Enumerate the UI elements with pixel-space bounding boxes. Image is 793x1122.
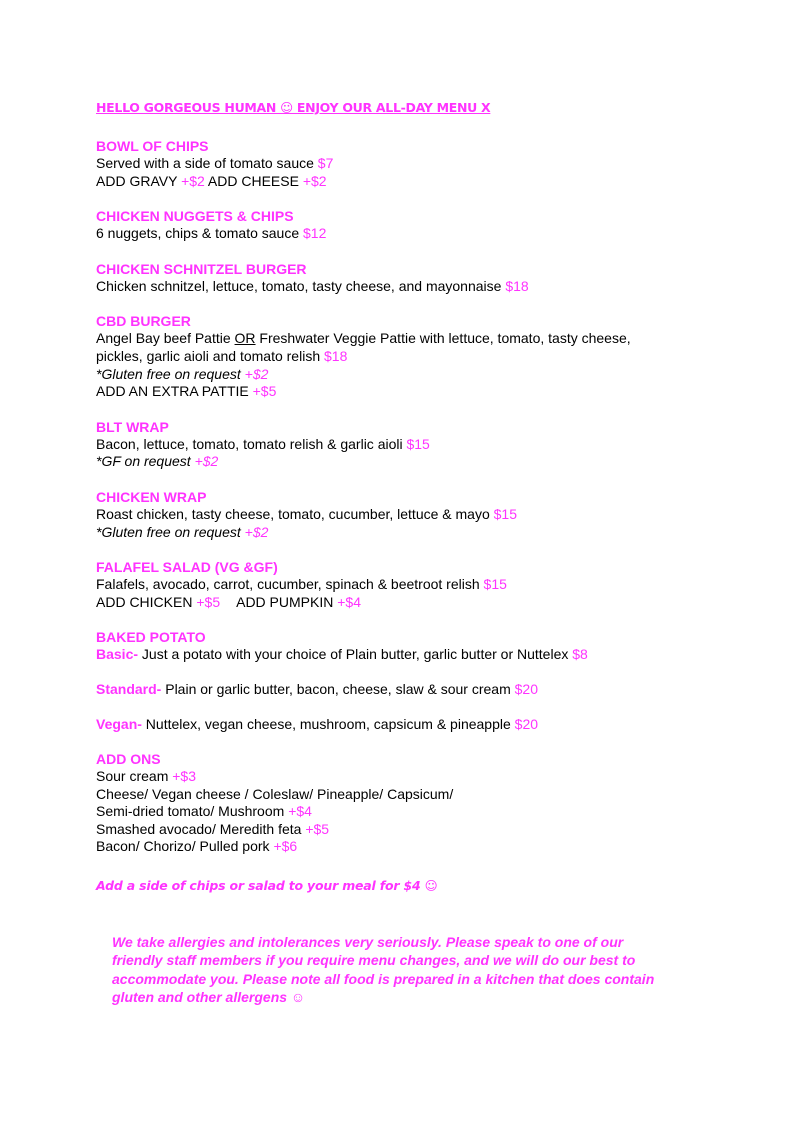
allergy-notice (112, 933, 702, 1007)
potato-standard-label: Standard- (96, 680, 162, 697)
chicken-wrap-gf-line (96, 524, 716, 542)
cbd-burger-desc-line2 (96, 348, 716, 366)
add-chicken-text: ADD CHICKEN (96, 593, 197, 610)
falafel-desc (96, 576, 716, 594)
addon-text-3: Semi-dried tomato/ Mushroom (96, 803, 289, 820)
addon-text-1: Sour cream (96, 768, 173, 785)
cbd-gf-price: +$2 (244, 365, 269, 382)
allergy-line-3: accommodate you. Please note all food is prepared in a kitchen that does contain (112, 970, 655, 987)
potato-vegan (96, 716, 716, 734)
addon-text-2: Cheese/ Vegan cheese / Coleslaw/ Pineapple/ Capsicum/ (96, 785, 454, 802)
cbd-burger-section (96, 312, 716, 400)
bowl-of-chips-text: Served with a side of tomato sauce (96, 155, 318, 171)
addon-line-2 (96, 786, 716, 804)
add-ons-title: ADD ONS (96, 751, 161, 768)
blt-gf-line (96, 453, 716, 471)
allergy-line-2: friendly staff members if you require menu changes, and we will do our best to (112, 952, 636, 969)
allergy-line-1: We take allergies and intolerances very seriously. Please speak to one of our (112, 934, 624, 950)
blt-gf-price: +$2 (194, 453, 219, 470)
potato-vegan-label: Vegan- (96, 715, 142, 732)
add-cheese-text: ADD CHEESE (204, 172, 303, 189)
nuggets-title: CHICKEN NUGGETS & CHIPS (96, 208, 294, 225)
add-pumpkin-price: +$4 (337, 593, 361, 610)
schnitzel-section (96, 260, 716, 296)
cbd-gf-line (96, 366, 716, 384)
potato-basic-price: $8 (572, 646, 588, 663)
potato-basic (96, 646, 716, 664)
cbd-burger-title: CBD BURGER (96, 313, 191, 330)
chicken-wrap-desc (96, 506, 716, 524)
addon-price-3: +$4 (288, 803, 312, 820)
schnitzel-text: Chicken schnitzel, lettuce, tomato, tasty cheese, and mayonnaise (96, 277, 506, 294)
addon-price-1: +$3 (172, 768, 196, 785)
chicken-wrap-text: Roast chicken, tasty cheese, tomato, cucumber, lettuce & mayo (96, 505, 494, 522)
cbd-extra-text: ADD AN EXTRA PATTIE (96, 383, 253, 400)
menu-content (96, 96, 716, 893)
baked-potato-section (96, 628, 716, 733)
add-gravy-text: ADD GRAVY (96, 172, 182, 189)
bowl-of-chips-extras (96, 173, 716, 191)
potato-standard-desc: Plain or garlic butter, bacon, cheese, slaw & sour cream (161, 680, 515, 697)
addon-line-5 (96, 838, 716, 856)
addon-line-4 (96, 821, 716, 839)
schnitzel-title: CHICKEN SCHNITZEL BURGER (96, 260, 307, 277)
falafel-title: FALAFEL SALAD (VG &GF) (96, 559, 278, 576)
add-pumpkin-text: ADD PUMPKIN (236, 593, 338, 610)
blt-wrap-section (96, 418, 716, 471)
addon-line-1 (96, 768, 716, 786)
chicken-wrap-section (96, 488, 716, 541)
add-cheese-price: +$2 (302, 172, 327, 189)
potato-vegan-desc: Nuttelex, vegan cheese, mushroom, capsicum & pineapple (141, 715, 515, 732)
cbd-desc-b: Freshwater Veggie Pattie with lettuce, tomato, tasty cheese, (255, 330, 631, 347)
potato-standard (96, 681, 716, 699)
addon-text-5: Bacon/ Chorizo/ Pulled pork (96, 838, 274, 855)
cbd-desc2: pickles, garlic aioli and tomato relish (96, 347, 324, 364)
cbd-desc-or: OR (234, 330, 256, 347)
falafel-extras (96, 594, 716, 612)
bowl-of-chips-desc (96, 155, 716, 173)
addon-price-4: +$5 (305, 820, 330, 837)
nuggets-price: $12 (303, 225, 327, 242)
falafel-section (96, 558, 716, 611)
addon-text-4: Smashed avocado/ Meredith feta (96, 820, 306, 837)
blt-price: $15 (406, 435, 430, 452)
cbd-price: $18 (324, 347, 348, 364)
nuggets-desc (96, 225, 716, 243)
addon-line-3 (96, 803, 716, 821)
menu-header: HELLO GORGEOUS HUMAN ☺ ENJOY OUR ALL-DAY MENU X (96, 100, 491, 115)
potato-vegan-price: $20 (514, 715, 539, 732)
bowl-of-chips-price: $7 (317, 155, 334, 171)
add-ons-section (96, 750, 716, 856)
falafel-price: $15 (483, 576, 507, 593)
blt-gf-text: *GF on request (96, 453, 195, 470)
falafel-text: Falafels, avocado, carrot, cucumber, spinach & beetroot relish (96, 576, 484, 593)
potato-basic-desc: Just a potato with your choice of Plain butter, garlic butter or Nuttelex (138, 646, 573, 663)
schnitzel-desc (96, 278, 716, 296)
cbd-burger-desc-line1 (96, 330, 716, 348)
potato-standard-price: $20 (514, 680, 538, 697)
chicken-wrap-title: CHICKEN WRAP (96, 488, 207, 505)
blt-wrap-title: BLT WRAP (96, 418, 169, 435)
side-note: Add a side of chips or salad to your meal for $4 ☺ (96, 878, 438, 894)
baked-potato-title: BAKED POTATO (96, 629, 206, 646)
blt-text: Bacon, lettuce, tomato, tomato relish & garlic aioli (96, 435, 407, 452)
cbd-gf-text: *Gluten free on request (96, 365, 245, 382)
nuggets-section (96, 207, 716, 243)
chicken-wrap-gf-text: *Gluten free on request (96, 523, 245, 540)
bowl-of-chips-section (96, 137, 716, 190)
add-gravy-price: +$2 (181, 172, 205, 189)
cbd-extra-line (96, 383, 716, 401)
potato-basic-label: Basic- (96, 646, 139, 663)
add-chicken-price: +$5 (196, 593, 221, 610)
bowl-of-chips-title: BOWL OF CHIPS (96, 138, 209, 154)
chicken-wrap-gf-price: +$2 (244, 523, 269, 540)
schnitzel-price: $18 (505, 277, 529, 294)
nuggets-text: 6 nuggets, chips & tomato sauce (96, 225, 304, 242)
allergy-line-4: gluten and other allergens ☺ (112, 989, 306, 1006)
blt-desc (96, 436, 716, 454)
cbd-desc-a: Angel Bay beef Pattie (96, 330, 235, 347)
chicken-wrap-price: $15 (493, 505, 517, 522)
addon-price-5: +$6 (273, 838, 298, 855)
cbd-extra-price: +$5 (252, 383, 277, 400)
